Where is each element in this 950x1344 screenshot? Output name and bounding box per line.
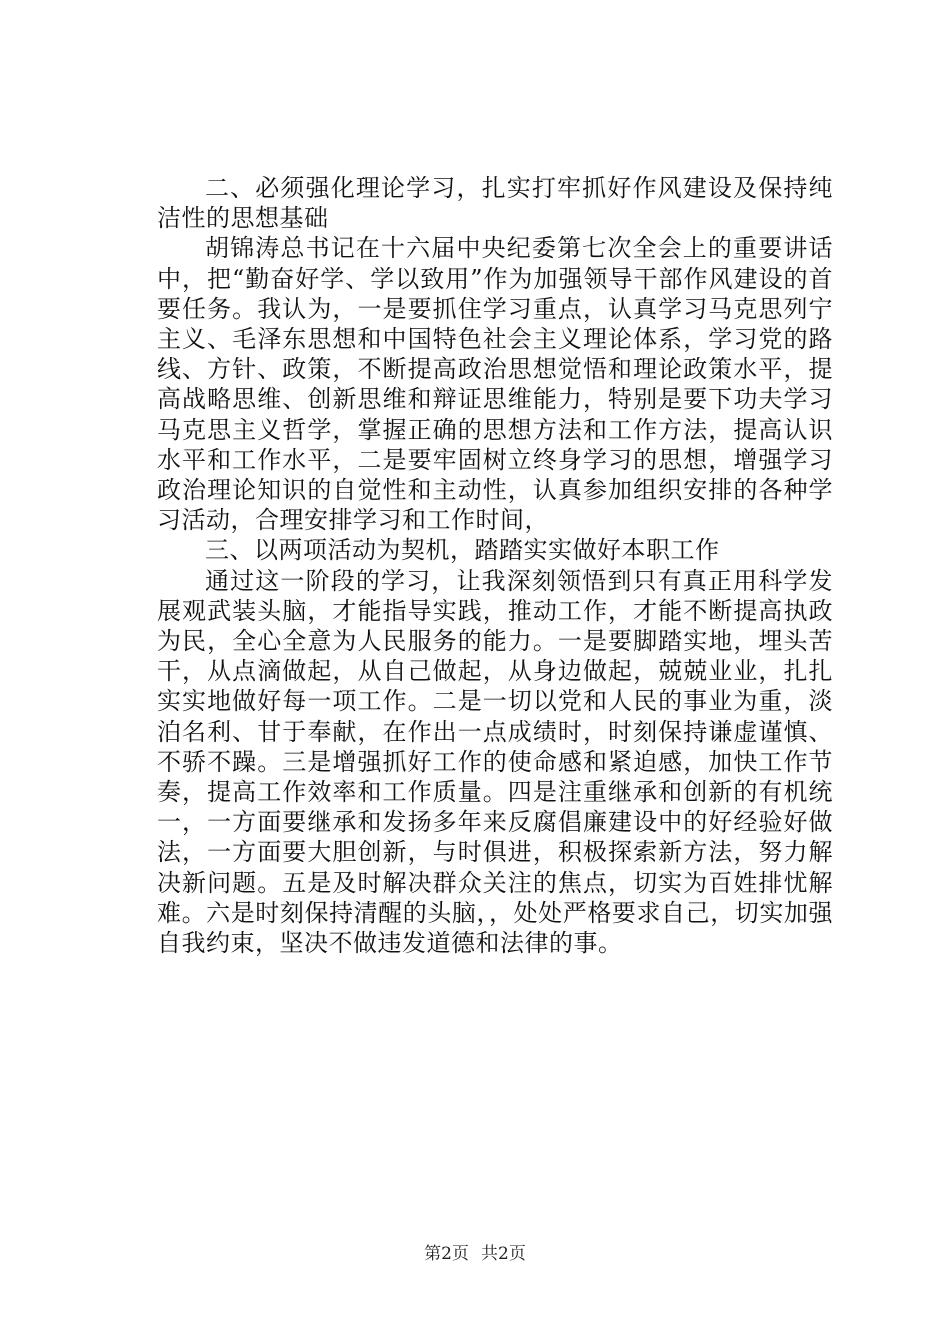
section-heading-2: 二、必须强化理论学习，扎实打牢抓好作风建设及保持纯洁性的思想基础 (157, 174, 833, 233)
page-number: 第2页 (424, 1244, 469, 1264)
document-body (157, 173, 833, 958)
section-heading-3: 三、以两项活动为契机，踏踏实实做好本职工作 (205, 536, 720, 565)
page-footer (0, 1244, 950, 1264)
body-paragraph: 胡锦涛总书记在十六届中央纪委第七次全会上的重要讲话中，把“勤奋好学、学以致用”作为加强领导干部作风建设的首要任务。我认为，一是要抓住学习重点，认真学习马克思列宁主义、毛泽东思想和中国特色社会主义理论体系，学习党的路线、方针、政策，不断提高政治思想觉悟和理论政策水平，提高战略思维、创新思维和辩证思维能力，特别是要下功夫学习马克思主义哲学，掌握正确的思想方法和工作方法，提高认识水平和工作水平，二是要牢固树立终身学习的思想，增强学习政治理论知识的自觉性和主动性，认真参加组织安排的各种学习活动，合理安排学习和工作时间， (157, 234, 833, 535)
body-paragraph: 通过这一阶段的学习，让我深刻领悟到只有真正用科学发展观武装头脑，才能指导实践，推动工作，才能不断提高执政为民，全心全意为人民服务的能力。一是要脚踏实地，埋头苦干，从点滴做起，从自己做起，从身边做起，兢兢业业，扎扎实实地做好每一项工作。二是一切以党和人民的事业为重，淡泊名利、甘于奉献，在作出一点成绩时，时刻保持谦虚谨慎、不骄不躁。三是增强抓好工作的使命感和紧迫感，加快工作节奏，提高工作效率和工作质量。四是注重继承和创新的有机统一，一方面要继承和发扬多年来反腐倡廉建设中的好经验好做法，一方面要大胆创新，与时俱进，积极探索新方法，努力解决新问题。五是及时解决群众关注的焦点，切实为百姓排忧解难。六是时刻保持清醒的头脑，，处处严格要求自己，切实加强自我约束，坚决不做违发道德和法律的事。 (157, 566, 833, 958)
page-total: 共2页 (481, 1244, 526, 1264)
